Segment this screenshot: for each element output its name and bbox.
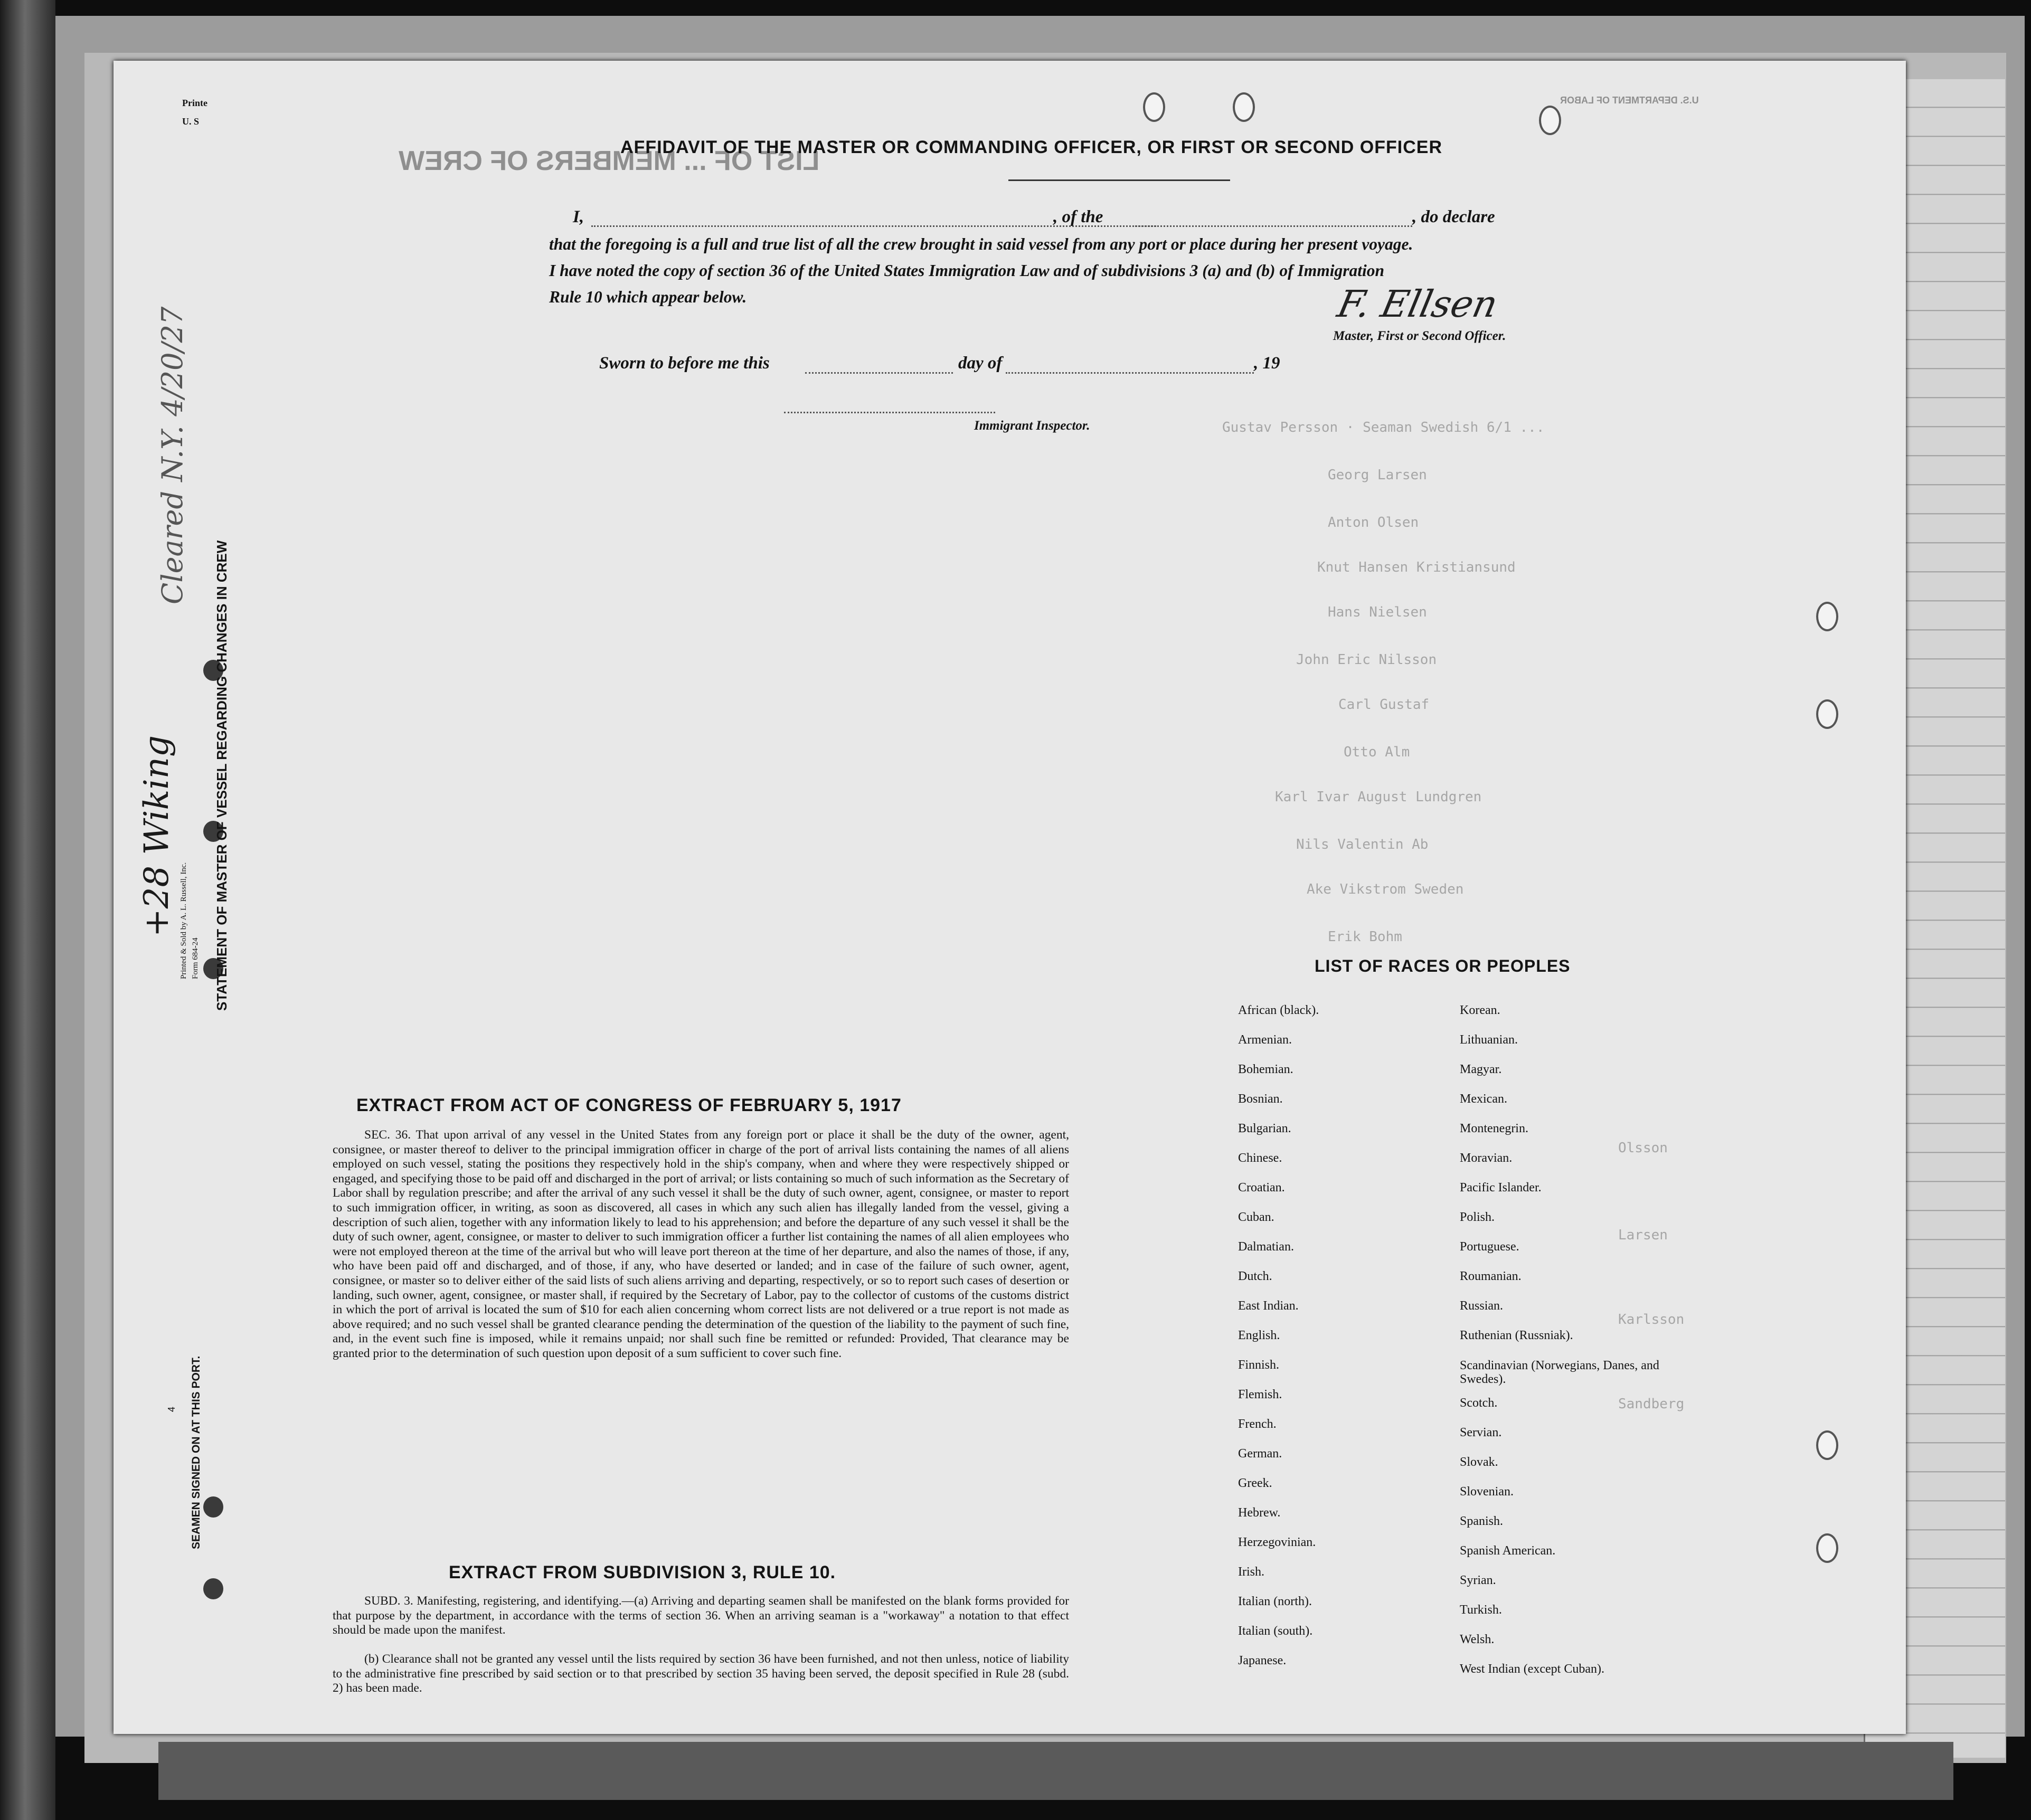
ghost-row: Nils Valentin Ab — [1296, 837, 1429, 852]
handwritten-vessel-name: +28 Wiking — [137, 735, 176, 937]
punch-hole — [1143, 92, 1165, 122]
vessel-blank — [1132, 225, 1412, 227]
race-item: Montenegrin. — [1460, 1122, 1528, 1135]
race-item: Slovak. — [1460, 1455, 1498, 1469]
page-number: 4 — [166, 1406, 177, 1412]
subdivision-3a-text: SUBD. 3. Manifesting, registering, and identifying.—(a) Arriving and departing seamen shall be manifested on the blank forms provided for that purpose by the department, in accordance with the terms of section 36. When an arriving seaman is a "workaway" a notation to that effect should be made upon the manifest. — [333, 1594, 1069, 1637]
seamen-signed-on: SEAMEN SIGNED ON AT THIS PORT. — [190, 1355, 202, 1549]
rule-extract-title: EXTRACT FROM SUBDIVISION 3, RULE 10. — [449, 1562, 836, 1582]
race-item: Russian. — [1460, 1299, 1504, 1313]
ghost-row: Anton Olsen — [1328, 515, 1419, 530]
master-signature: F. Ellsen — [1334, 282, 1502, 326]
race-item: Bulgarian. — [1238, 1122, 1291, 1135]
inspector-blank — [784, 412, 995, 413]
ghost-row: Gustav Persson · Seaman Swedish 6/1 ... — [1222, 420, 1545, 435]
binder-dot — [203, 1496, 223, 1518]
race-item: Finnish. — [1238, 1358, 1280, 1372]
affidavit-declare: , do declare — [1412, 207, 1495, 226]
sworn-day-blank — [805, 372, 953, 374]
inspector-label: Immigrant Inspector. — [974, 419, 1090, 433]
race-item: Moravian. — [1460, 1151, 1513, 1165]
race-item: Servian. — [1460, 1426, 1502, 1439]
congress-extract-title: EXTRACT FROM ACT OF CONGRESS OF FEBRUARY 5, 1917 — [356, 1095, 902, 1115]
race-item: German. — [1238, 1447, 1282, 1461]
race-item: Scotch. — [1460, 1396, 1498, 1410]
race-item: Greek. — [1238, 1476, 1272, 1490]
race-item: African (black). — [1238, 1003, 1319, 1017]
race-item: Irish. — [1238, 1565, 1264, 1579]
sworn-label: Sworn to before me this — [599, 354, 770, 373]
year-label: , 19 — [1254, 354, 1280, 373]
bottom-page-edge — [158, 1742, 1953, 1800]
ghost-row: John Eric Nilsson — [1296, 652, 1437, 668]
ghost-us: U. S — [182, 116, 200, 127]
ghost-row: Ake Vikstrom Sweden — [1307, 881, 1464, 897]
punch-hole — [1816, 602, 1838, 631]
ghost-row: Sandberg — [1618, 1396, 1685, 1412]
race-item: French. — [1238, 1417, 1277, 1431]
affidavit-i: I, — [573, 207, 584, 226]
punch-hole — [1233, 92, 1255, 122]
affidavit-line-3: I have noted the copy of section 36 of the United States Immigration Law and of subdivisions 3 (a) and (b) of Immigration — [549, 261, 1385, 280]
statement-title: STATEMENT OF MASTER OF VESSEL REGARDING CHANGES IN CREW — [214, 540, 230, 1011]
race-item: Chinese. — [1238, 1151, 1282, 1165]
race-item: Armenian. — [1238, 1033, 1292, 1047]
punch-hole — [1816, 1533, 1838, 1563]
master-label: Master, First or Second Officer. — [1333, 329, 1506, 343]
printed-by: Printed & Sold by A. L. Russell, Inc. — [180, 862, 188, 979]
race-item: Welsh. — [1460, 1633, 1495, 1646]
race-item: Portuguese. — [1460, 1240, 1519, 1254]
race-item: English. — [1238, 1329, 1280, 1342]
ghost-row: Larsen — [1618, 1227, 1668, 1243]
section-36-text: SEC. 36. That upon arrival of any vessel in the United States from any foreign port or place it shall be the duty of the owner, agent, consignee, or master thereof to deliver to the principal immigration officer in charge of the port of arrival lists containing the names of all aliens employed on such vessel, stating the positions they respectively hold in the ship's company, when and where they were respectively shipped or engaged, and specifying those to be paid off and discharged in the port of arrival; or lists containing so much of such information as the Secretary of Labor shall by regulation prescribe; and after the arrival of any such vessel it shall be the duty of such owner, agent, consignee, or master to report to such immigration officer, in writing, as soon as discovered, all cases in which any such alien has illegally landed from the vessel, giving a description of such alien, together with any information likely to lead to his apprehension; and before the departure of any such vessel it shall be the duty of such owner, agent, consignee, or master to deliver to such immigration officer a further list containing the names of all alien employees who were not employed thereon at the time of the arrival but who will leave port thereon at the time of her departure, and also the names of those, if any, who have been paid off and discharged, and of those, if any, who have deserted or landed; and in case of the failure of such owner, agent, consignee, or master so to deliver either of the said lists of such aliens arriving and departing, respectively, or so to report such cases of desertion or landing, such owner, agent, consignee, or master shall, if required by the Secretary of Labor, pay to the collector of customs of the customs district in which the port of arrival is located the sum of $10 for each alien concerning whom correct lists are not delivered or a true report is not made as above required; and no such vessel shall be granted clearance pending the determination of the question of the liability to the payment of such fine, and, in the event such fine is imposed, while it remains unpaid; nor shall such fine be remitted or refunded: Provided, That clearance may be granted prior to the determination of such question upon deposit of a sum sufficient to cover such fine. — [333, 1128, 1069, 1360]
race-item: Turkish. — [1460, 1603, 1502, 1617]
race-item: Magyar. — [1460, 1063, 1502, 1076]
ghost-row: Karlsson — [1618, 1312, 1685, 1328]
ghost-row: Carl Gustaf — [1338, 697, 1430, 713]
affidavit-line-4: Rule 10 which appear below. — [549, 288, 747, 306]
handwritten-cleared-note: Cleared N.Y. 4/20/27 — [156, 306, 189, 604]
punch-hole — [1539, 106, 1561, 135]
race-item: Bosnian. — [1238, 1092, 1283, 1106]
race-item: Herzegovinian. — [1238, 1535, 1316, 1549]
race-item: Flemish. — [1238, 1388, 1282, 1401]
day-of-label: day of — [958, 354, 1003, 373]
ghost-printed: Printe — [182, 98, 207, 108]
title-rule — [1008, 179, 1230, 181]
race-item: Spanish. — [1460, 1514, 1504, 1528]
race-item: Cuban. — [1238, 1210, 1274, 1224]
document-sheet — [114, 61, 1906, 1734]
race-item: Korean. — [1460, 1003, 1500, 1017]
races-title: LIST OF RACES OR PEOPLES — [1315, 956, 1571, 975]
ghost-row: Erik Bohm — [1328, 929, 1402, 945]
race-item: West Indian (except Cuban). — [1460, 1662, 1604, 1676]
ghost-row: Olsson — [1618, 1140, 1668, 1156]
subdivision-3b-text: (b) Clearance shall not be granted any vessel until the lists required by section 36 have been furnished, and not then unless, notice of liability to the administrative fine prescribed by said section or to that prescribed by section 35 having been served, the deposit specified in Rule 28 (subd. 2) has been made. — [333, 1652, 1069, 1695]
race-item: Hebrew. — [1238, 1506, 1281, 1520]
punch-hole — [1816, 1430, 1838, 1460]
affidavit-line-2: that the foregoing is a full and true list of all the crew brought in said vessel from any port or place during her present voyage. — [549, 235, 1413, 253]
ghost-row: Karl Ivar August Lundgren — [1275, 789, 1482, 805]
race-item: Roumanian. — [1460, 1269, 1522, 1283]
ghost-header: LIST OF ... MEMBERS OF CREW — [399, 146, 820, 176]
race-item: Polish. — [1460, 1210, 1495, 1224]
month-blank — [1006, 372, 1254, 374]
race-item: Italian (south). — [1238, 1624, 1313, 1638]
race-item: Mexican. — [1460, 1092, 1507, 1106]
ghost-row: Hans Nielsen — [1328, 604, 1427, 620]
race-item: Lithuanian. — [1460, 1033, 1518, 1047]
punch-hole — [1816, 699, 1838, 729]
race-item: Syrian. — [1460, 1573, 1496, 1587]
binder-dot — [203, 1578, 223, 1599]
race-item: Italian (north). — [1238, 1595, 1312, 1608]
race-item: Ruthenian (Russniak). — [1460, 1329, 1573, 1342]
race-item: Croatian. — [1238, 1181, 1285, 1195]
affidavit-title: AFFIDAVIT OF THE MASTER OR COMMANDING OFFICER, OR FIRST OR SECOND OFFICER — [620, 137, 1442, 157]
race-item: Spanish American. — [1460, 1544, 1556, 1558]
affidavit-of-the: , of the — [1053, 207, 1103, 226]
race-item: Pacific Islander. — [1460, 1181, 1542, 1195]
race-item: East Indian. — [1238, 1299, 1299, 1313]
race-item: Dalmatian. — [1238, 1240, 1294, 1254]
race-item: Dutch. — [1238, 1269, 1272, 1283]
ghost-row: Georg Larsen — [1328, 467, 1427, 483]
ghost-row: Knut Hansen Kristiansund — [1317, 560, 1516, 575]
form-number: Form 684-24 — [191, 937, 200, 979]
ghost-row: Otto Alm — [1344, 744, 1410, 760]
race-item: Slovenian. — [1460, 1485, 1514, 1499]
race-item: Bohemian. — [1238, 1063, 1293, 1076]
race-item: Scandinavian (Norwegians, Danes, and Swedes). — [1460, 1359, 1659, 1386]
binder-edge — [0, 0, 55, 1820]
race-item: Japanese. — [1238, 1654, 1287, 1667]
ghost-dept: U.S. DEPARTMENT OF LABOR — [1560, 95, 1699, 106]
